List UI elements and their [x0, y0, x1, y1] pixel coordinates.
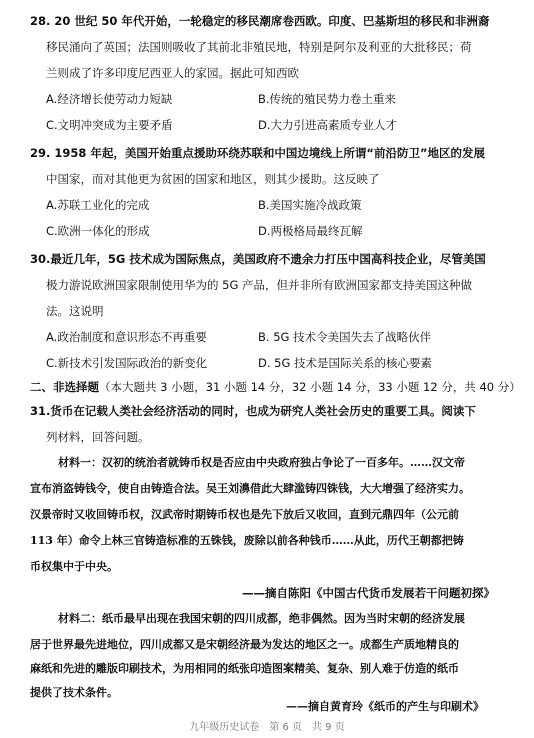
q28-stem-line-1: 28. 20 世纪 50 年代开始，一轮稳定的移民潮席卷西欧。印度、巴基斯坦的移民和非洲裔	[30, 14, 490, 28]
section-heading	[30, 380, 521, 394]
q28-stem-line-3: 兰则成了许多印度尼西亚人的家园。据此可知西欧	[46, 66, 299, 80]
section-title: 二、非选择题	[30, 380, 99, 394]
q31-stem-line-2: 列材料，回答问题。	[46, 430, 150, 444]
q28-option-a: A.经济增长使劳动力短缺	[46, 92, 173, 106]
material-1-line-2: 宣布消盗铸钱令，使自由铸造合法。吴王刘濞借此大肆滥铸四铢钱，大大增强了经济实力。	[30, 482, 470, 495]
material-1-line-4: 113 年）命令上林三官铸造标准的五铢钱，废除以前各种钱币……从此，历代王朝都把铸	[30, 534, 464, 547]
material-2-line-1: 材料二：纸币最早出现在我国宋朝的四川成都，绝非偶然。因为当时宋朝的经济发展	[58, 612, 465, 625]
material-1-line-1: 材料一：汉初的统治者就铸币权是否应由中央政府独占争论了一百多年。……汉文帝	[58, 456, 465, 469]
material-2-line-4: 提供了技术条件。	[30, 686, 118, 699]
q30-option-b: B. 5G 技术令美国失去了战略伙伴	[258, 330, 432, 344]
q29-option-b: B.美国实施冷战政策	[258, 198, 362, 212]
material-1-source: ——摘自陈阳《中国古代货币发展若干问题初探》	[242, 586, 495, 600]
material-1-line-5: 币权集中于中央。	[30, 560, 118, 573]
q29-option-d: D.两极格局最终瓦解	[258, 224, 363, 238]
q28-option-d: D.大力引进高素质专业人才	[258, 118, 398, 132]
q29-option-c: C.欧洲一体化的形成	[46, 224, 150, 238]
q30-stem-line-2: 极力游说欧洲国家限制使用华为的 5G 产品，但并非所有欧洲国家都支持美国这种做	[46, 278, 473, 292]
q29-stem-line-1: 29. 1958 年起，美国开始重点援助环绕苏联和中国边境线上所谓“前沿防卫”地区的发展	[30, 146, 485, 160]
q30-option-a: A.政治制度和意识形态不再重要	[46, 330, 207, 344]
page-footer: 九年级历史试卷 第 6 页 共 9 页	[189, 722, 345, 733]
q30-stem-line-1: 30.最近几年，5G 技术成为国际焦点，美国政府不遗余力打压中国高科技企业，尽管美国	[30, 252, 486, 266]
q28-option-b: B.传统的殖民势力卷土重来	[258, 92, 397, 106]
q30-option-d: D. 5G 技术是国际关系的核心要素	[258, 356, 433, 370]
material-2-line-3: 麻纸和先进的雕版印刷技术，为用相同的纸张印造图案精美、复杂、别人难于仿造的纸币	[30, 662, 459, 675]
q30-option-c: C.新技术引发国际政治的新变化	[46, 356, 208, 370]
material-2-source: ——摘自黄育玲《纸币的产生与印刷术》	[286, 700, 484, 713]
q28-option-c: C.文明冲突成为主要矛盾	[46, 118, 173, 132]
q30-stem-line-3: 法。这说明	[46, 304, 104, 318]
q28-stem-line-2: 移民涌向了英国；法国则吸收了其前北非殖民地，特别是阿尔及利亚的大批移民；荷	[46, 40, 472, 54]
section-description: （本大题共 3 小题，31 小题 14 分，32 小题 14 分，33 小题 12 分，共 40 分）	[99, 380, 521, 394]
material-2-line-2: 居于世界最先进地位，四川成都又是宋朝经济最为发达的地区之一。成都生产质地精良的	[30, 638, 459, 651]
material-1-line-3: 汉景帝时又收回铸币权，汉武帝时期铸币权也是先下放后又收回，直到元鼎四年（公元前	[30, 508, 459, 521]
q29-stem-line-2: 中国家，而对其他更为贫困的国家和地区，则其少援助。这反映了	[46, 172, 380, 186]
q31-stem-line-1: 31.货币在记载人类社会经济活动的同时，也成为研究人类社会历史的重要工具。阅读下	[30, 404, 476, 418]
q29-option-a: A.苏联工业化的完成	[46, 198, 150, 212]
